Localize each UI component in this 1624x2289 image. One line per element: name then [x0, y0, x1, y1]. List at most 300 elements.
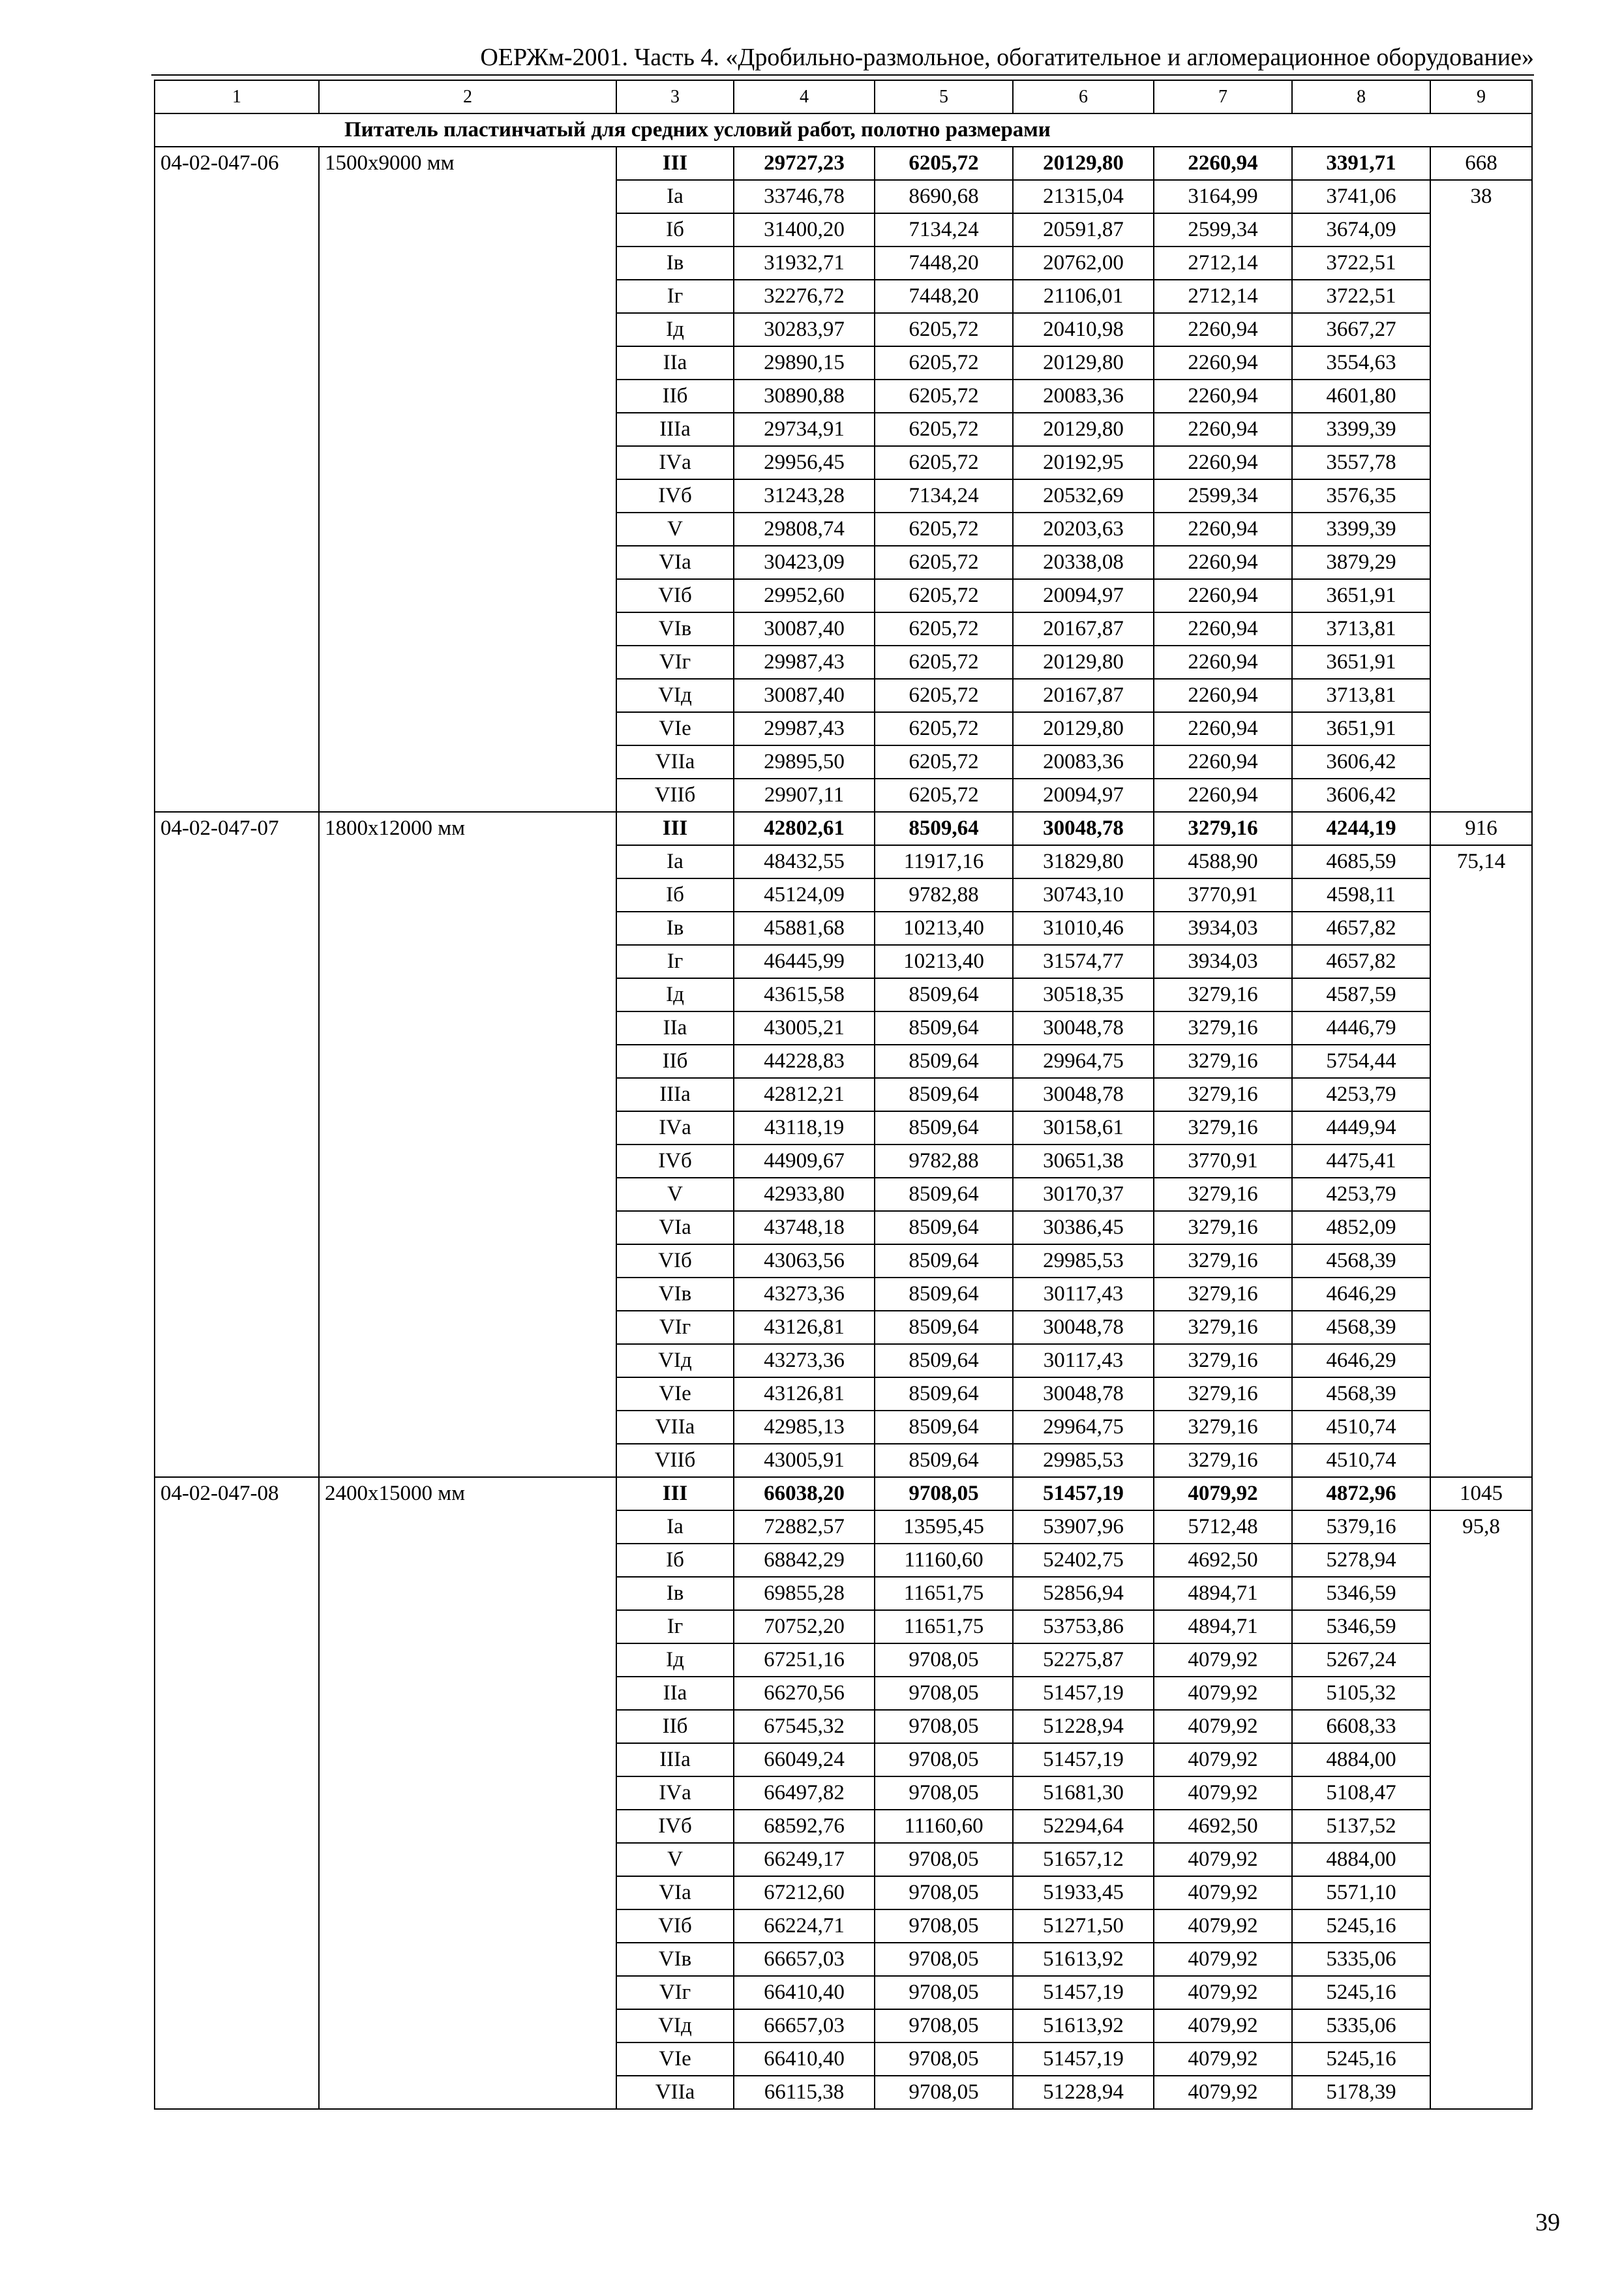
cost-value: 3279,16 — [1154, 1111, 1292, 1144]
cost-value: 2260,94 — [1154, 380, 1292, 413]
condition-code: Iд — [616, 313, 734, 346]
cost-value: 51681,30 — [1013, 1776, 1154, 1810]
cost-value: 4646,29 — [1292, 1344, 1430, 1377]
cost-value: 8509,64 — [875, 812, 1013, 845]
cost-value: 5108,47 — [1292, 1776, 1430, 1810]
cost-value: 20532,69 — [1013, 479, 1154, 513]
cost-value: 6205,72 — [875, 513, 1013, 546]
cost-value: 9708,05 — [875, 2042, 1013, 2076]
cost-value: 30423,09 — [734, 546, 875, 579]
cost-value: 3606,42 — [1292, 745, 1430, 779]
cost-value: 29987,43 — [734, 646, 875, 679]
cost-value: 29890,15 — [734, 346, 875, 380]
cost-value: 20129,80 — [1013, 413, 1154, 446]
condition-code: Iб — [616, 213, 734, 247]
cost-value: 2260,94 — [1154, 712, 1292, 745]
cost-value: 30048,78 — [1013, 1377, 1154, 1411]
rate-code: 04-02-047-07 — [155, 812, 319, 1477]
cost-value: 5178,39 — [1292, 2076, 1430, 2109]
cost-value: 42933,80 — [734, 1178, 875, 1211]
cost-value: 6205,72 — [875, 346, 1013, 380]
cost-value: 20762,00 — [1013, 247, 1154, 280]
cost-value: 4079,92 — [1154, 1677, 1292, 1710]
cost-value: 3770,91 — [1154, 878, 1292, 912]
cost-value: 42985,13 — [734, 1411, 875, 1444]
condition-code: VIв — [616, 612, 734, 646]
cost-value: 9708,05 — [875, 1976, 1013, 2009]
condition-code: Iа — [616, 845, 734, 878]
cost-value: 32276,72 — [734, 280, 875, 313]
extra-value-primary: 668 — [1430, 147, 1532, 180]
condition-code: VIд — [616, 2009, 734, 2042]
cost-value: 9708,05 — [875, 1909, 1013, 1943]
cost-value: 9708,05 — [875, 1677, 1013, 1710]
condition-code: VIIа — [616, 1411, 734, 1444]
cost-value: 3279,16 — [1154, 1078, 1292, 1111]
cost-value: 43063,56 — [734, 1244, 875, 1278]
cost-value: 6205,72 — [875, 546, 1013, 579]
condition-code: IIа — [616, 1677, 734, 1710]
cost-value: 30170,37 — [1013, 1178, 1154, 1211]
cost-value: 11160,60 — [875, 1544, 1013, 1577]
cost-value: 30890,88 — [734, 380, 875, 413]
extra-value-primary: 916 — [1430, 812, 1532, 845]
cost-value: 8509,64 — [875, 1078, 1013, 1111]
cost-value: 30117,43 — [1013, 1278, 1154, 1311]
cost-value: 68842,29 — [734, 1544, 875, 1577]
cost-value: 52275,87 — [1013, 1643, 1154, 1677]
cost-value: 30048,78 — [1013, 1078, 1154, 1111]
cost-value: 3279,16 — [1154, 1011, 1292, 1045]
cost-value: 6608,33 — [1292, 1710, 1430, 1743]
cost-value: 30518,35 — [1013, 978, 1154, 1011]
cost-value: 70752,20 — [734, 1610, 875, 1643]
condition-code: VIг — [616, 1976, 734, 2009]
cost-value: 3279,16 — [1154, 1211, 1292, 1244]
condition-code: Iд — [616, 1643, 734, 1677]
cost-value: 20094,97 — [1013, 779, 1154, 812]
condition-code: IIIа — [616, 1078, 734, 1111]
cost-value: 6205,72 — [875, 313, 1013, 346]
cost-value: 4449,94 — [1292, 1111, 1430, 1144]
cost-value: 4079,92 — [1154, 1743, 1292, 1776]
cost-value: 3557,78 — [1292, 446, 1430, 479]
cost-value: 4657,82 — [1292, 945, 1430, 978]
cost-value: 4253,79 — [1292, 1178, 1430, 1211]
condition-code: IVа — [616, 446, 734, 479]
cost-value: 2599,34 — [1154, 213, 1292, 247]
condition-code: VIв — [616, 1943, 734, 1976]
section-title: Питатель пластинчатый для средних условий работ, полотно размерами — [155, 113, 1532, 147]
condition-code: IIа — [616, 346, 734, 380]
cost-value: 4510,74 — [1292, 1411, 1430, 1444]
section-title-row — [155, 113, 1532, 147]
condition-code: IVб — [616, 479, 734, 513]
cost-value: 11651,75 — [875, 1577, 1013, 1610]
condition-code: VIIб — [616, 779, 734, 812]
cost-value: 2260,94 — [1154, 779, 1292, 812]
equipment-size: 1800х12000 мм — [319, 812, 616, 1477]
cost-value: 4646,29 — [1292, 1278, 1430, 1311]
cost-value: 66115,38 — [734, 2076, 875, 2109]
cost-value: 2260,94 — [1154, 679, 1292, 712]
cost-value: 45881,68 — [734, 912, 875, 945]
cost-value: 8509,64 — [875, 1244, 1013, 1278]
cost-value: 4588,90 — [1154, 845, 1292, 878]
price-table — [154, 80, 1533, 2110]
cost-value: 4079,92 — [1154, 2009, 1292, 2042]
cost-value: 53907,96 — [1013, 1510, 1154, 1544]
cost-value: 31400,20 — [734, 213, 875, 247]
condition-code: III — [616, 812, 734, 845]
cost-value: 3741,06 — [1292, 180, 1430, 213]
cost-value: 20167,87 — [1013, 679, 1154, 712]
cost-value: 51228,94 — [1013, 2076, 1154, 2109]
cost-value: 4568,39 — [1292, 1244, 1430, 1278]
cost-value: 4079,92 — [1154, 1710, 1292, 1743]
cost-value: 3279,16 — [1154, 1444, 1292, 1477]
cost-value: 2260,94 — [1154, 147, 1292, 180]
condition-code: VIе — [616, 2042, 734, 2076]
cost-value: 3770,91 — [1154, 1144, 1292, 1178]
cost-value: 4475,41 — [1292, 1144, 1430, 1178]
cost-value: 6205,72 — [875, 779, 1013, 812]
cost-value: 11651,75 — [875, 1610, 1013, 1643]
cost-value: 8509,64 — [875, 1111, 1013, 1144]
cost-value: 4894,71 — [1154, 1610, 1292, 1643]
cost-value: 20410,98 — [1013, 313, 1154, 346]
cost-value: 8509,64 — [875, 1045, 1013, 1078]
condition-code: Iг — [616, 945, 734, 978]
cost-value: 4872,96 — [1292, 1477, 1430, 1510]
cost-value: 2260,94 — [1154, 579, 1292, 612]
cost-value: 20083,36 — [1013, 380, 1154, 413]
cost-value: 52294,64 — [1013, 1810, 1154, 1843]
cost-value: 29985,53 — [1013, 1444, 1154, 1477]
cost-value: 7134,24 — [875, 213, 1013, 247]
cost-value: 3164,99 — [1154, 180, 1292, 213]
cost-value: 5712,48 — [1154, 1510, 1292, 1544]
cost-value: 66657,03 — [734, 2009, 875, 2042]
condition-code: VIб — [616, 1244, 734, 1278]
cost-value: 3279,16 — [1154, 1344, 1292, 1377]
cost-value: 69855,28 — [734, 1577, 875, 1610]
condition-code: VIа — [616, 1876, 734, 1909]
cost-value: 5346,59 — [1292, 1610, 1430, 1643]
cost-value: 43748,18 — [734, 1211, 875, 1244]
condition-code: Iг — [616, 280, 734, 313]
cost-value: 3391,71 — [1292, 147, 1430, 180]
cost-value: 3722,51 — [1292, 247, 1430, 280]
cost-value: 30048,78 — [1013, 1011, 1154, 1045]
cost-value: 66224,71 — [734, 1909, 875, 1943]
condition-code: VIб — [616, 579, 734, 612]
cost-value: 6205,72 — [875, 446, 1013, 479]
cost-value: 3399,39 — [1292, 413, 1430, 446]
cost-value: 9708,05 — [875, 1876, 1013, 1909]
cost-value: 2712,14 — [1154, 247, 1292, 280]
cost-value: 29734,91 — [734, 413, 875, 446]
cost-value: 5346,59 — [1292, 1577, 1430, 1610]
cost-value: 3651,91 — [1292, 712, 1430, 745]
cost-value: 4079,92 — [1154, 1909, 1292, 1943]
cost-value: 20129,80 — [1013, 712, 1154, 745]
rate-code: 04-02-047-06 — [155, 147, 319, 812]
cost-value: 7448,20 — [875, 280, 1013, 313]
cost-value: 2260,94 — [1154, 346, 1292, 380]
cost-value: 13595,45 — [875, 1510, 1013, 1544]
cost-value: 9708,05 — [875, 1776, 1013, 1810]
cost-value: 2260,94 — [1154, 313, 1292, 346]
cost-value: 3279,16 — [1154, 1178, 1292, 1211]
condition-code: Iв — [616, 247, 734, 280]
cost-value: 4884,00 — [1292, 1743, 1430, 1776]
cost-value: 6205,72 — [875, 646, 1013, 679]
condition-code: IIб — [616, 1045, 734, 1078]
cost-value: 67212,60 — [734, 1876, 875, 1909]
cost-value: 8509,64 — [875, 978, 1013, 1011]
cost-value: 66038,20 — [734, 1477, 875, 1510]
extra-value-secondary: 38 — [1430, 180, 1532, 812]
cost-value: 3934,03 — [1154, 945, 1292, 978]
column-number: 5 — [875, 80, 1013, 113]
condition-code: VIг — [616, 1311, 734, 1344]
cost-value: 20591,87 — [1013, 213, 1154, 247]
cost-value: 6205,72 — [875, 147, 1013, 180]
column-number: 6 — [1013, 80, 1154, 113]
cost-value: 4446,79 — [1292, 1011, 1430, 1045]
cost-value: 3279,16 — [1154, 1377, 1292, 1411]
cost-value: 3576,35 — [1292, 479, 1430, 513]
cost-value: 51457,19 — [1013, 2042, 1154, 2076]
header-rule — [151, 74, 1534, 76]
equipment-size: 1500х9000 мм — [319, 147, 616, 812]
cost-value: 29964,75 — [1013, 1411, 1154, 1444]
cost-value: 30158,61 — [1013, 1111, 1154, 1144]
cost-value: 44228,83 — [734, 1045, 875, 1078]
cost-value: 4692,50 — [1154, 1810, 1292, 1843]
cost-value: 8509,64 — [875, 1377, 1013, 1411]
cost-value: 8509,64 — [875, 1444, 1013, 1477]
cost-value: 42812,21 — [734, 1078, 875, 1111]
cost-value: 5245,16 — [1292, 1909, 1430, 1943]
cost-value: 9708,05 — [875, 1843, 1013, 1876]
group-main-row — [155, 147, 1532, 180]
cost-value: 43273,36 — [734, 1344, 875, 1377]
cost-value: 4894,71 — [1154, 1577, 1292, 1610]
condition-code: Iа — [616, 180, 734, 213]
cost-value: 9782,88 — [875, 878, 1013, 912]
cost-value: 67251,16 — [734, 1643, 875, 1677]
condition-code: VIе — [616, 712, 734, 745]
cost-value: 20129,80 — [1013, 646, 1154, 679]
cost-value: 4568,39 — [1292, 1377, 1430, 1411]
cost-value: 3674,09 — [1292, 213, 1430, 247]
cost-value: 6205,72 — [875, 612, 1013, 646]
cost-value: 31243,28 — [734, 479, 875, 513]
cost-value: 31010,46 — [1013, 912, 1154, 945]
condition-code: VIIа — [616, 2076, 734, 2109]
cost-value: 6205,72 — [875, 579, 1013, 612]
cost-value: 44909,67 — [734, 1144, 875, 1178]
condition-code: VIв — [616, 1278, 734, 1311]
cost-value: 2260,94 — [1154, 745, 1292, 779]
cost-value: 4253,79 — [1292, 1078, 1430, 1111]
condition-code: V — [616, 1843, 734, 1876]
cost-value: 30048,78 — [1013, 812, 1154, 845]
cost-value: 20129,80 — [1013, 147, 1154, 180]
cost-value: 5267,24 — [1292, 1643, 1430, 1677]
cost-value: 5245,16 — [1292, 1976, 1430, 2009]
cost-value: 2260,94 — [1154, 413, 1292, 446]
cost-value: 4884,00 — [1292, 1843, 1430, 1876]
cost-value: 4079,92 — [1154, 2076, 1292, 2109]
cost-value: 4685,59 — [1292, 845, 1430, 878]
cost-value: 66270,56 — [734, 1677, 875, 1710]
group-main-row — [155, 812, 1532, 845]
cost-value: 51657,12 — [1013, 1843, 1154, 1876]
cost-value: 4692,50 — [1154, 1544, 1292, 1577]
cost-value: 11160,60 — [875, 1810, 1013, 1843]
condition-code: Iб — [616, 878, 734, 912]
cost-value: 5571,10 — [1292, 1876, 1430, 1909]
condition-code: V — [616, 1178, 734, 1211]
cost-value: 43126,81 — [734, 1311, 875, 1344]
cost-value: 9708,05 — [875, 2009, 1013, 2042]
cost-value: 2712,14 — [1154, 280, 1292, 313]
cost-value: 48432,55 — [734, 845, 875, 878]
cost-value: 10213,40 — [875, 945, 1013, 978]
cost-value: 29985,53 — [1013, 1244, 1154, 1278]
condition-code: VIд — [616, 679, 734, 712]
cost-value: 2260,94 — [1154, 446, 1292, 479]
cost-value: 67545,32 — [734, 1710, 875, 1743]
cost-value: 43005,21 — [734, 1011, 875, 1045]
cost-value: 68592,76 — [734, 1810, 875, 1843]
cost-value: 3279,16 — [1154, 978, 1292, 1011]
cost-value: 29964,75 — [1013, 1045, 1154, 1078]
cost-value: 33746,78 — [734, 180, 875, 213]
cost-value: 9708,05 — [875, 1643, 1013, 1677]
cost-value: 9708,05 — [875, 1710, 1013, 1743]
cost-value: 30087,40 — [734, 679, 875, 712]
rate-code: 04-02-047-08 — [155, 1477, 319, 2109]
cost-value: 51613,92 — [1013, 2009, 1154, 2042]
cost-value: 31574,77 — [1013, 945, 1154, 978]
condition-code: III — [616, 1477, 734, 1510]
cost-value: 4244,19 — [1292, 812, 1430, 845]
cost-value: 2260,94 — [1154, 612, 1292, 646]
cost-value: 20338,08 — [1013, 546, 1154, 579]
cost-value: 29808,74 — [734, 513, 875, 546]
cost-value: 8690,68 — [875, 180, 1013, 213]
cost-value: 43118,19 — [734, 1111, 875, 1144]
column-number: 4 — [734, 80, 875, 113]
cost-value: 45124,09 — [734, 878, 875, 912]
condition-code: III — [616, 147, 734, 180]
cost-value: 30283,97 — [734, 313, 875, 346]
cost-value: 3713,81 — [1292, 679, 1430, 712]
cost-value: 4601,80 — [1292, 380, 1430, 413]
cost-value: 6205,72 — [875, 380, 1013, 413]
cost-value: 10213,40 — [875, 912, 1013, 945]
column-number: 8 — [1292, 80, 1430, 113]
condition-code: VIа — [616, 546, 734, 579]
cost-value: 46445,99 — [734, 945, 875, 978]
cost-value: 4587,59 — [1292, 978, 1430, 1011]
cost-value: 21106,01 — [1013, 280, 1154, 313]
extra-value-secondary: 75,14 — [1430, 845, 1532, 1477]
cost-value: 43615,58 — [734, 978, 875, 1011]
cost-value: 4598,11 — [1292, 878, 1430, 912]
cost-value: 51271,50 — [1013, 1909, 1154, 1943]
condition-code: Iа — [616, 1510, 734, 1544]
cost-value: 29956,45 — [734, 446, 875, 479]
column-number: 1 — [155, 80, 319, 113]
cost-value: 29907,11 — [734, 779, 875, 812]
cost-value: 30743,10 — [1013, 878, 1154, 912]
cost-value: 6205,72 — [875, 413, 1013, 446]
cost-value: 51457,19 — [1013, 1976, 1154, 2009]
cost-value: 3713,81 — [1292, 612, 1430, 646]
cost-value: 51457,19 — [1013, 1743, 1154, 1776]
cost-value: 20167,87 — [1013, 612, 1154, 646]
cost-value: 43126,81 — [734, 1377, 875, 1411]
cost-value: 51228,94 — [1013, 1710, 1154, 1743]
cost-value: 6205,72 — [875, 712, 1013, 745]
condition-code: IIа — [616, 1011, 734, 1045]
cost-value: 8509,64 — [875, 1178, 1013, 1211]
cost-value: 51613,92 — [1013, 1943, 1154, 1976]
cost-value: 8509,64 — [875, 1211, 1013, 1244]
page-number: 39 — [1535, 2209, 1560, 2236]
cost-value: 3279,16 — [1154, 812, 1292, 845]
condition-code: VIб — [616, 1909, 734, 1943]
cost-value: 9708,05 — [875, 2076, 1013, 2109]
cost-value: 3667,27 — [1292, 313, 1430, 346]
cost-value: 5137,52 — [1292, 1810, 1430, 1843]
condition-code: VIа — [616, 1211, 734, 1244]
cost-value: 4079,92 — [1154, 1643, 1292, 1677]
condition-code: VIд — [616, 1344, 734, 1377]
cost-value: 9782,88 — [875, 1144, 1013, 1178]
cost-value: 29952,60 — [734, 579, 875, 612]
condition-code: IIIа — [616, 413, 734, 446]
condition-code: V — [616, 513, 734, 546]
cost-value: 3279,16 — [1154, 1244, 1292, 1278]
cost-value: 6205,72 — [875, 745, 1013, 779]
column-number: 3 — [616, 80, 734, 113]
cost-value: 3279,16 — [1154, 1045, 1292, 1078]
cost-value: 8509,64 — [875, 1011, 1013, 1045]
table-body — [155, 80, 1532, 2109]
condition-code: VIIб — [616, 1444, 734, 1477]
cost-value: 4568,39 — [1292, 1311, 1430, 1344]
condition-code: VIIа — [616, 745, 734, 779]
cost-value: 2260,94 — [1154, 546, 1292, 579]
cost-value: 21315,04 — [1013, 180, 1154, 213]
page-header: ОЕРЖм-2001. Часть 4. «Дробильно-размольное, обогатительное и агломерационное оборудование» — [480, 44, 1534, 71]
cost-value: 43273,36 — [734, 1278, 875, 1311]
equipment-size: 2400х15000 мм — [319, 1477, 616, 2109]
cost-value: 4079,92 — [1154, 1843, 1292, 1876]
cost-value: 8509,64 — [875, 1344, 1013, 1377]
cost-value: 8509,64 — [875, 1311, 1013, 1344]
condition-code: IVа — [616, 1776, 734, 1810]
condition-code: IIIа — [616, 1743, 734, 1776]
condition-code: IIб — [616, 1710, 734, 1743]
cost-value: 2599,34 — [1154, 479, 1292, 513]
